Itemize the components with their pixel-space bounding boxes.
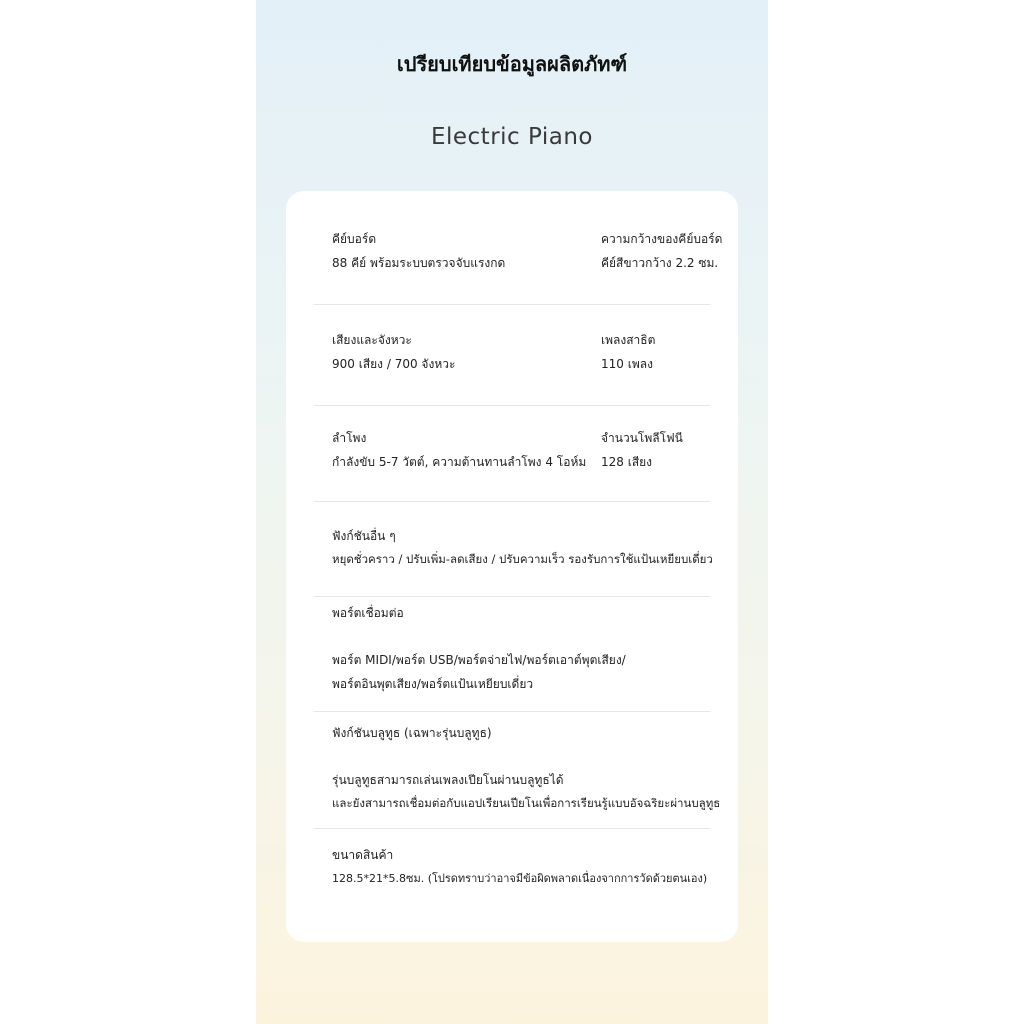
polyphony-label: จำนวนโพลีโฟนี <box>601 431 683 445</box>
speaker-label: ลำโพง <box>332 431 367 445</box>
keyboard-label: คีย์บอร์ด <box>332 232 377 246</box>
key-width-label: ความกว้างของคีย์บอร์ด <box>601 232 723 246</box>
ports-value-line-2: พอร์ตอินพุตเสียง/พอร์ตแป้นเหยียบเดี่ยว <box>332 677 534 691</box>
other-functions-value: หยุดชั่วคราว / ปรับเพิ่ม-ลดเสียง / ปรับความเร็ว รองรับการใช้แป้นเหยียบเดี่ยว <box>332 552 713 566</box>
ports-value-line-1: พอร์ต MIDI/พอร์ต USB/พอร์ตจ่ายไฟ/พอร์ตเอาต์พุตเสียง/ <box>332 653 626 667</box>
divider <box>314 501 710 502</box>
spec-poster <box>256 0 768 1024</box>
bluetooth-label: ฟังก์ชันบลูทูธ (เฉพาะรุ่นบลูทูธ) <box>332 726 492 740</box>
spec-card <box>286 191 738 942</box>
speaker-value: กำลังขับ 5-7 วัตต์, ความต้านทานลำโพง 4 โอห์ม <box>332 455 587 469</box>
demo-songs-label: เพลงสาธิต <box>601 333 656 347</box>
ports-label: พอร์ตเชื่อมต่อ <box>332 606 404 620</box>
voices-value: 900 เสียง / 700 จังหวะ <box>332 357 456 371</box>
bluetooth-value-line-2: และยังสามารถเชื่อมต่อกับแอปเรียนเปียโนเพื่อการเรียนรู้แบบอัจฉริยะผ่านบลูทูธ <box>332 796 721 810</box>
size-label: ขนาดสินค้า <box>332 848 394 862</box>
page-title: เปรียบเทียบข้อมูลผลิตภัทฑ์ <box>396 52 628 76</box>
keyboard-value: 88 คีย์ พร้อมระบบตรวจจับแรงกด <box>332 256 506 270</box>
page-subtitle: Electric Piano <box>430 124 594 150</box>
key-width-value: คีย์สีขาวกว้าง 2.2 ซม. <box>601 256 719 270</box>
bluetooth-value-line-1: รุ่นบลูทูธสามารถเล่นเพลงเปียโนผ่านบลูทูธได้ <box>332 773 564 787</box>
divider <box>314 304 710 305</box>
divider <box>314 596 710 597</box>
polyphony-value: 128 เสียง <box>601 455 653 469</box>
divider <box>314 405 710 406</box>
divider <box>314 711 710 712</box>
size-value: 128.5*21*5.8ซม. (โปรดทราบว่าอาจมีข้อผิดพลาดเนื่องจากการวัดด้วยตนเอง) <box>332 872 708 885</box>
voices-label: เสียงและจังหวะ <box>332 333 412 347</box>
divider <box>314 828 710 829</box>
demo-songs-value: 110 เพลง <box>601 357 653 371</box>
other-functions-label: ฟังก์ชันอื่น ๆ <box>332 529 396 543</box>
